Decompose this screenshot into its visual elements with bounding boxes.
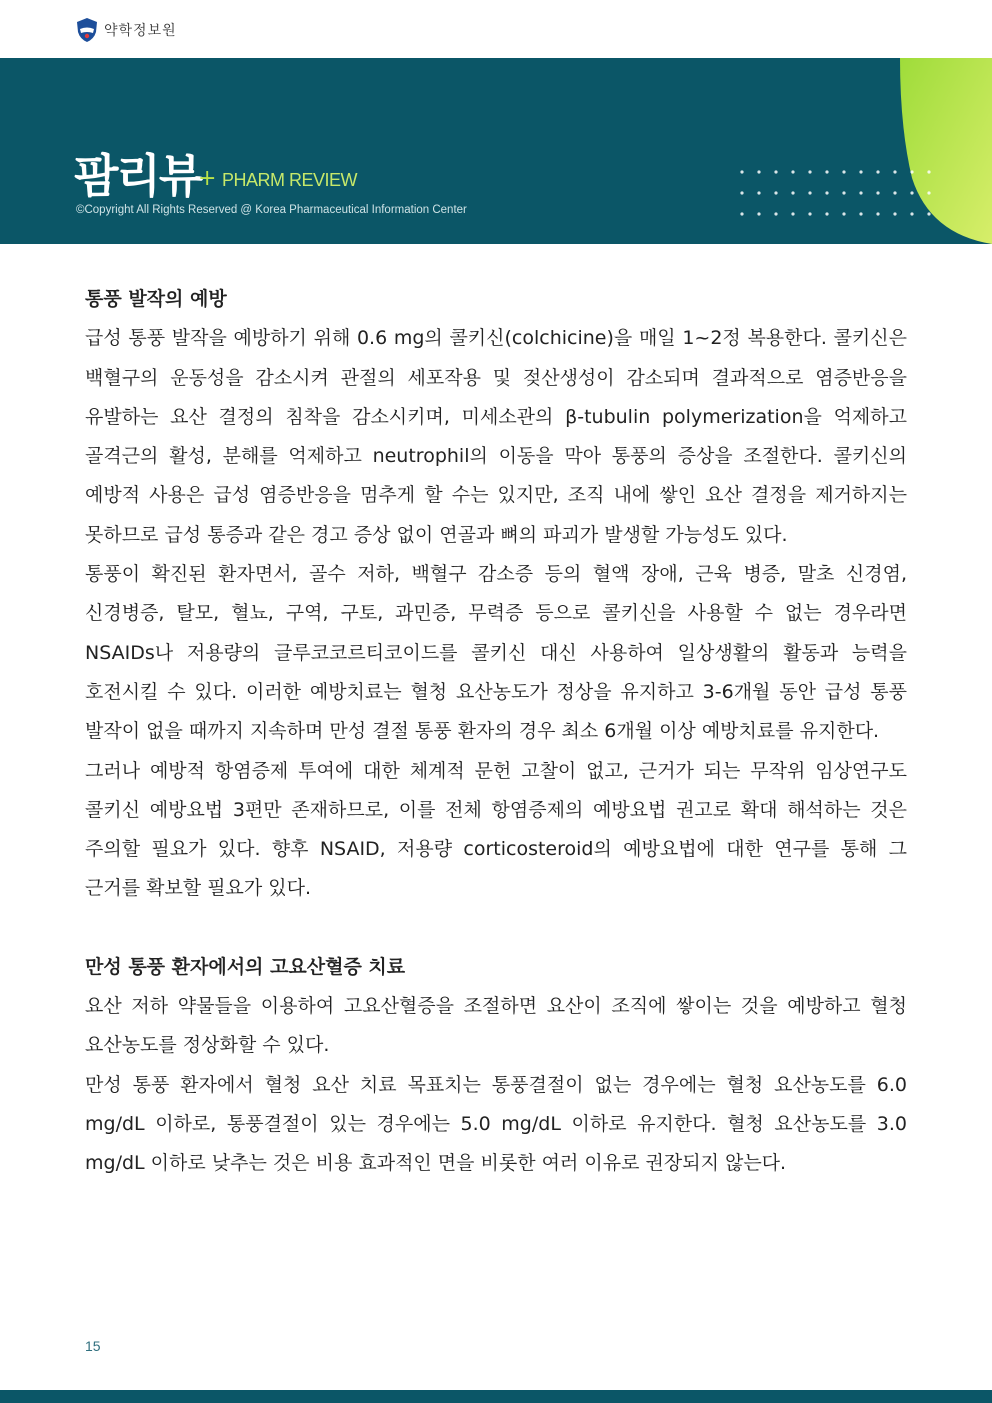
paragraph: 통풍이 확진된 환자면서, 골수 저하, 백혈구 감소증 등의 혈액 장애, 근육 병증, 말초 신경염, 신경병증, 탈모, 혈뇨, 구역, 구토, 과민증, 무력증 등으로 콜키신을 사용할 수 없는 경우라면 NSAIDs나 저용량의 글루코코르티코이드를 콜키신 대신 사용하여 일상생활의 활동과 능력을 호전시킬 수 있다. 이러한 예방치료는 혈청 요산농도가 정상을 유지하고 3-6개월 동안 급성 통풍 발작이 없을 때까지 지속하며 만성 결절 통풍 환자의 경우 최소 6개월 이상 예방치료를 유지한다.	[85, 563, 907, 743]
top-header	[0, 0, 992, 58]
page-number: 15	[85, 1338, 101, 1354]
paragraph: 급성 통풍 발작을 예방하기 위해 0.6 mg의 콜키신(colchicine)을 매일 1~2정 복용한다. 콜키신은 백혈구의 운동성을 감소시켜 관절의 세포작용 및 젖산생성이 감소되며 결과적으로 염증반응을 유발하는 요산 결정의 침착을 감소시키며, 미세소관의 β-tubulin polymerization을 억제하고 골격근의 활성, 분해를 억제하고 neutrophil의 이동을 막아 통풍의 증상을 조절한다. 콜키신의 예방적 사용은 급성 염증반응을 멈추게 할 수는 있지만, 조직 내에 쌓인 요산 결정을 제거하지는 못하므로 급성 통증과 같은 경고 증상 없이 연골과 뼈의 파괴가 발생할 가능성도 있다.	[85, 327, 907, 546]
org-name: 약학정보원	[104, 23, 177, 39]
section-spacer	[85, 909, 907, 948]
article-body	[85, 280, 907, 1184]
paragraph: 만성 통풍 환자에서 혈청 요산 치료 목표치는 통풍결절이 없는 경우에는 혈청 요산농도를 6.0 mg/dL 이하로, 통풍결절이 있는 경우에는 5.0 mg/dL 이하로 유지한다. 혈청 요산농도를 3.0 mg/dL 이하로 낮추는 것은 비용 효과적인 면을 비롯한 여러 이유로 권장되지 않는다.	[85, 1073, 907, 1175]
footer-bar	[0, 1390, 992, 1403]
copyright-notice: ©Copyright All Rights Reserved @ Korea Pharmaceutical Information Center	[76, 204, 467, 216]
paragraph: 그러나 예방적 항염증제 투여에 대한 체계적 문헌 고찰이 없고, 근거가 되는 무작위 임상연구도 콜키신 예방요법 3편만 존재하므로, 이를 전체 항염증제의 예방요법 권고로 확대 해석하는 것은 주의할 필요가 있다. 향후 NSAID, 저용량 corticosteroid의 예방요법에 대한 연구를 통해 그 근거를 확보할 필요가 있다.	[85, 759, 907, 900]
brand-title: 팜리뷰	[74, 149, 202, 203]
brand-plus: +	[198, 166, 217, 191]
brand-subtitle: PHARM REVIEW	[222, 170, 358, 190]
paragraph: 요산 저하 약물들을 이용하여 고요산혈증을 조절하면 요산이 조직에 쌓이는 것을 예방하고 혈청 요산농도를 정상화할 수 있다.	[85, 995, 907, 1057]
hero-banner	[0, 58, 992, 244]
section-heading: 만성 통풍 환자에서의 고요산혈증 치료	[85, 955, 406, 978]
section-heading: 통풍 발작의 예방	[85, 288, 227, 310]
org-logo-icon	[76, 17, 98, 43]
